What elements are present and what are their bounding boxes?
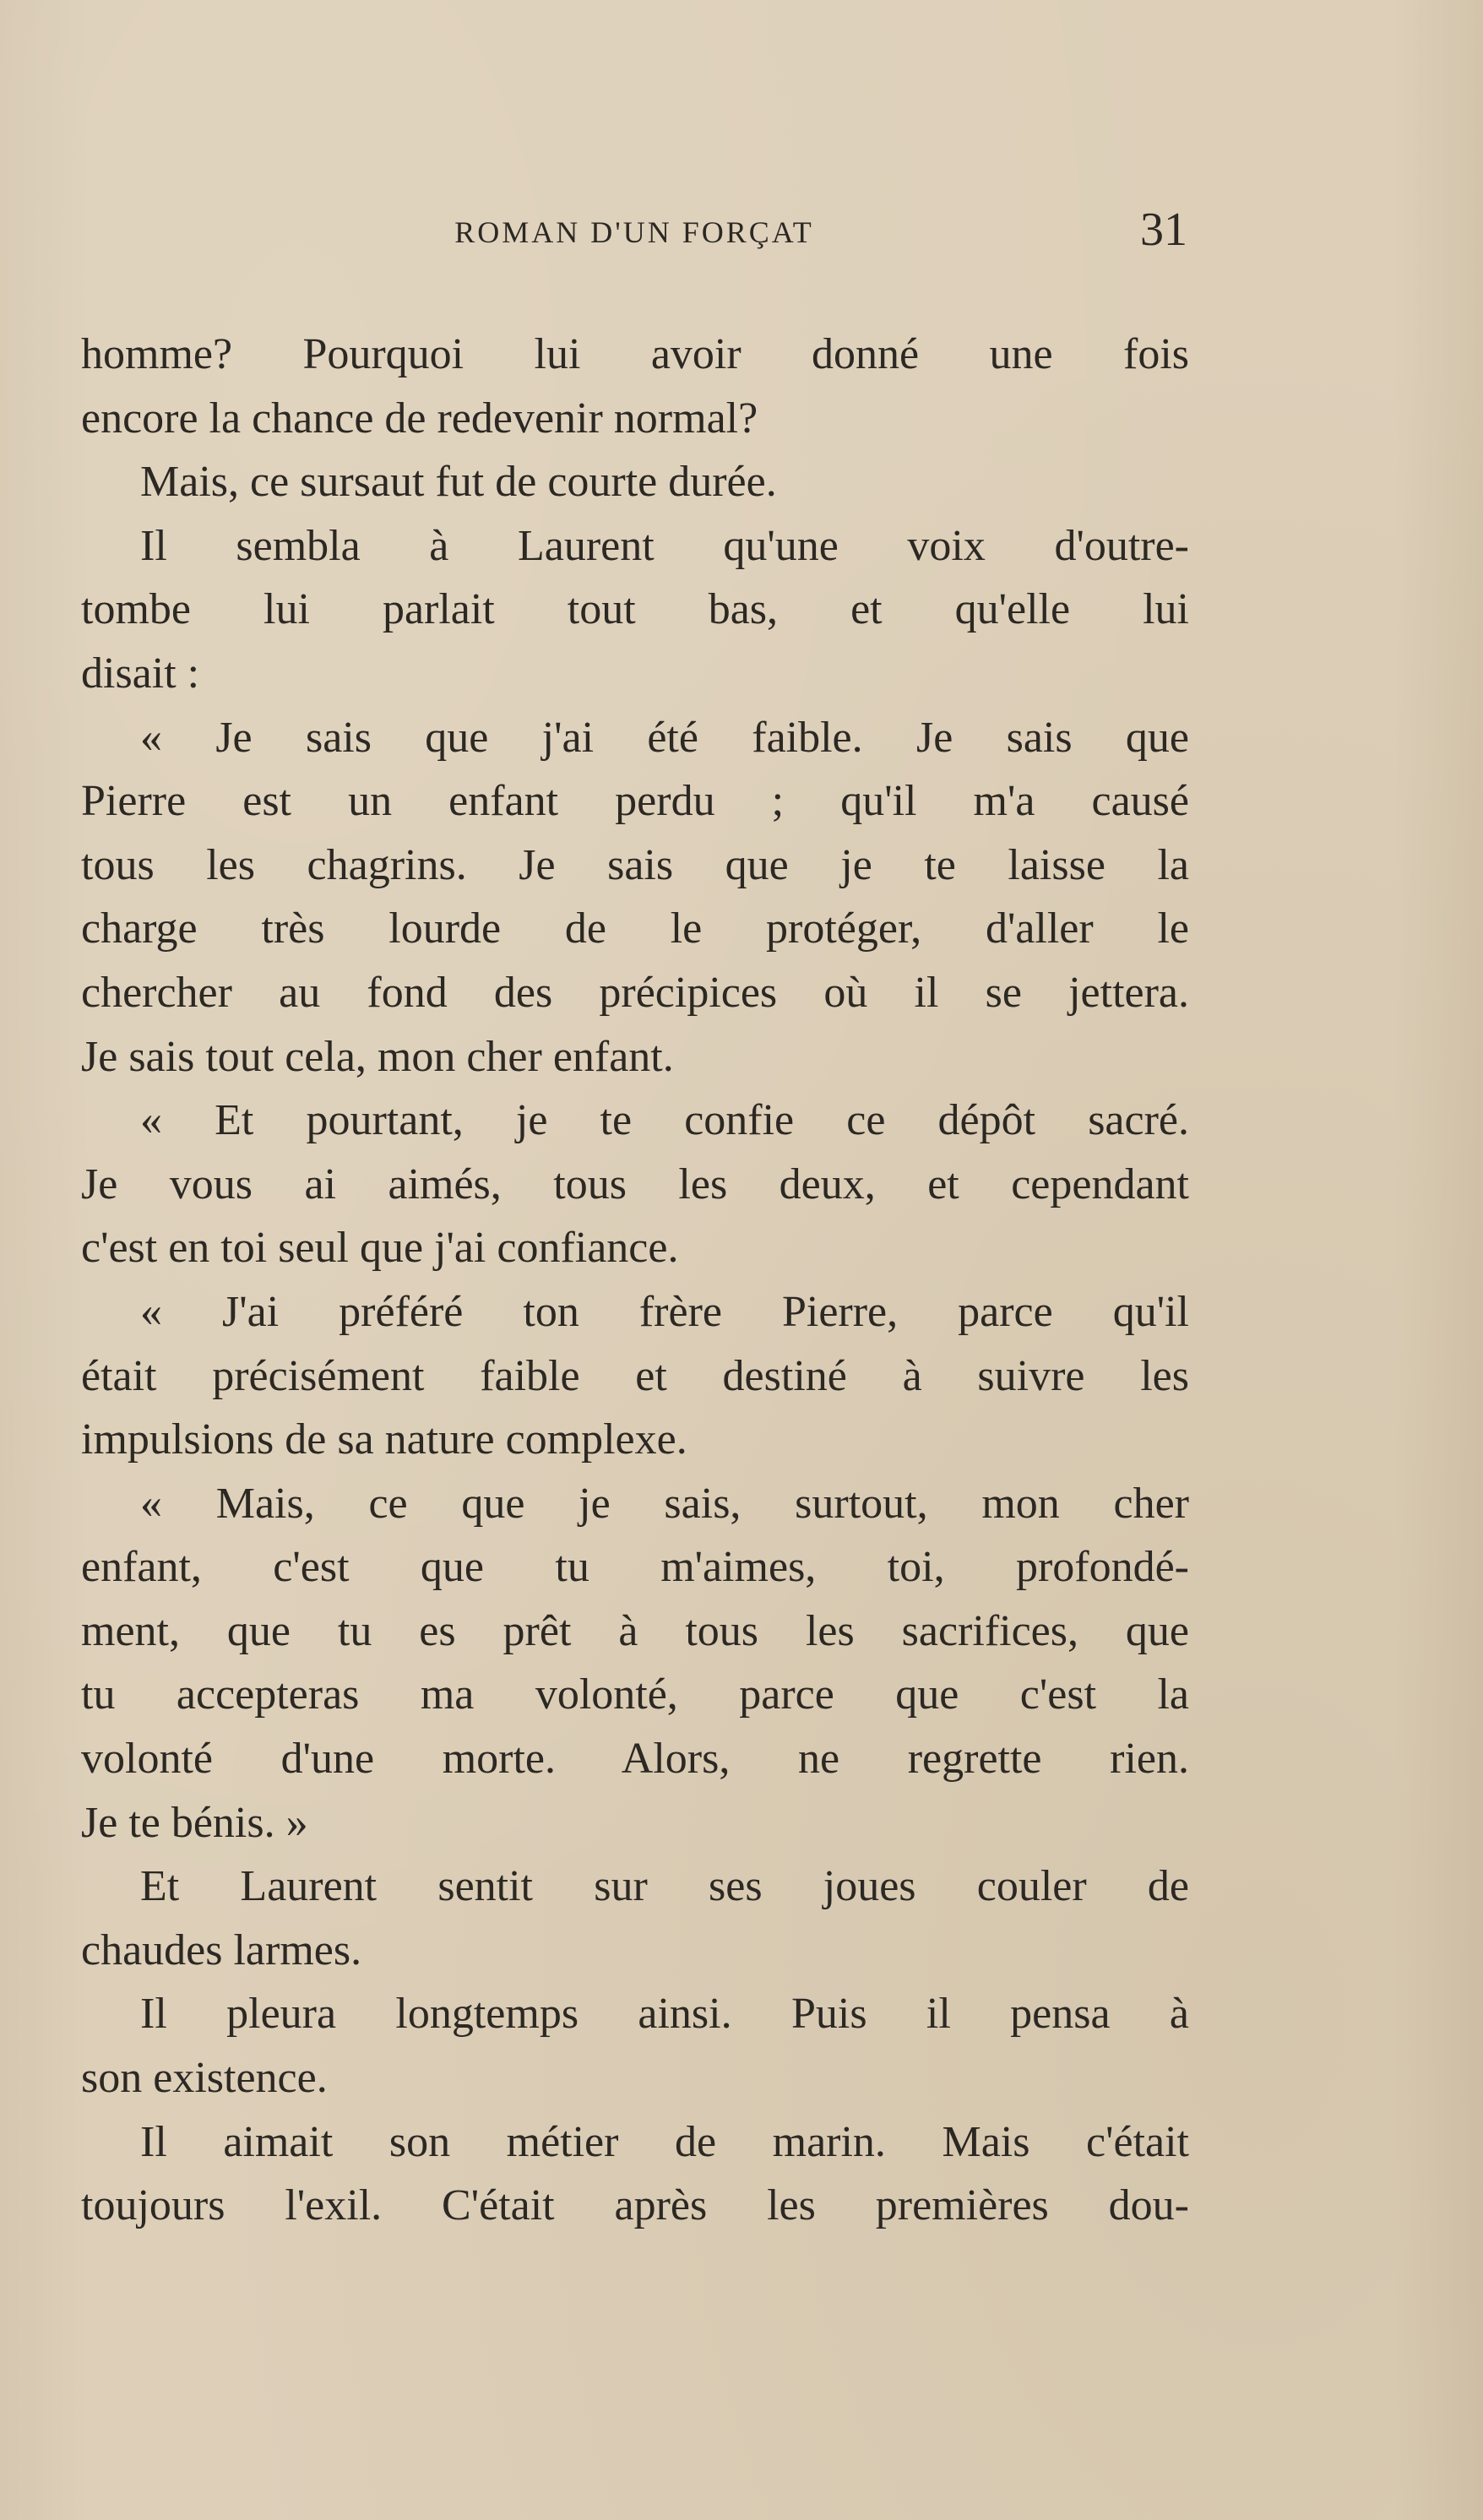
text-line: Il sembla à Laurent qu'une voix d'outre- — [140, 521, 1189, 570]
text-line: chaudes larmes. — [81, 1925, 362, 1974]
text-line: Je vous ai aimés, tous les deux, et cependant — [81, 1160, 1189, 1208]
text-line: son existence. — [81, 2054, 328, 2103]
text-line: « Et pourtant, je te confie ce dépôt sacré. — [140, 1096, 1189, 1145]
text-line: Pierre est un enfant perdu ; qu'il m'a causé — [81, 777, 1189, 826]
body-text — [81, 323, 1189, 2238]
text-line: Mais, ce sursaut fut de courte durée. — [140, 458, 777, 507]
text-line: tu accepteras ma volonté, parce que c'est la — [81, 1670, 1189, 1719]
text-line: « Mais, ce que je sais, surtout, mon cher — [140, 1479, 1189, 1528]
text-line: impulsions de sa nature complexe. — [81, 1415, 687, 1464]
text-line: était précisément faible et destiné à suivre les — [81, 1351, 1189, 1400]
text-line: homme? Pourquoi lui avoir donné une fois — [81, 330, 1189, 378]
text-line: enfant, c'est que tu m'aimes, toi, profondé- — [81, 1543, 1189, 1592]
text-line: Je sais tout cela, mon cher enfant. — [81, 1032, 674, 1081]
text-line: ment, que tu es prêt à tous les sacrifices, que — [81, 1606, 1189, 1655]
text-line: tous les chagrins. Je sais que je te laisse la — [81, 840, 1189, 889]
page-number: 31 — [1140, 204, 1187, 256]
text-line: chercher au fond des précipices où il se jettera. — [81, 968, 1189, 1017]
text-line: Et Laurent sentit sur ses joues couler de — [140, 1862, 1189, 1911]
text-line: Il pleura longtemps ainsi. Puis il pensa à — [140, 1990, 1189, 2039]
text-line: encore la chance de redevenir normal? — [81, 394, 758, 443]
text-line: volonté d'une morte. Alors, ne regrette rien. — [81, 1735, 1189, 1784]
text-line: disait : — [81, 649, 200, 698]
text-line: tombe lui parlait tout bas, et qu'elle lui — [81, 585, 1189, 634]
text-line: c'est en toi seul que j'ai confiance. — [81, 1224, 679, 1273]
running-title: ROMAN D'UN FORÇAT — [454, 215, 814, 249]
text-line: « J'ai préféré ton frère Pierre, parce qu'il — [140, 1287, 1189, 1336]
text-line: toujours l'exil. C'était après les premières dou- — [81, 2181, 1189, 2230]
page-header — [81, 203, 1187, 267]
text-line: charge très lourde de le protéger, d'aller le — [81, 904, 1189, 953]
text-line: Il aimait son métier de marin. Mais c'était — [140, 2117, 1189, 2166]
text-line: « Je sais que j'ai été faible. Je sais que — [140, 713, 1189, 762]
text-line: Je te bénis. » — [81, 1798, 308, 1847]
